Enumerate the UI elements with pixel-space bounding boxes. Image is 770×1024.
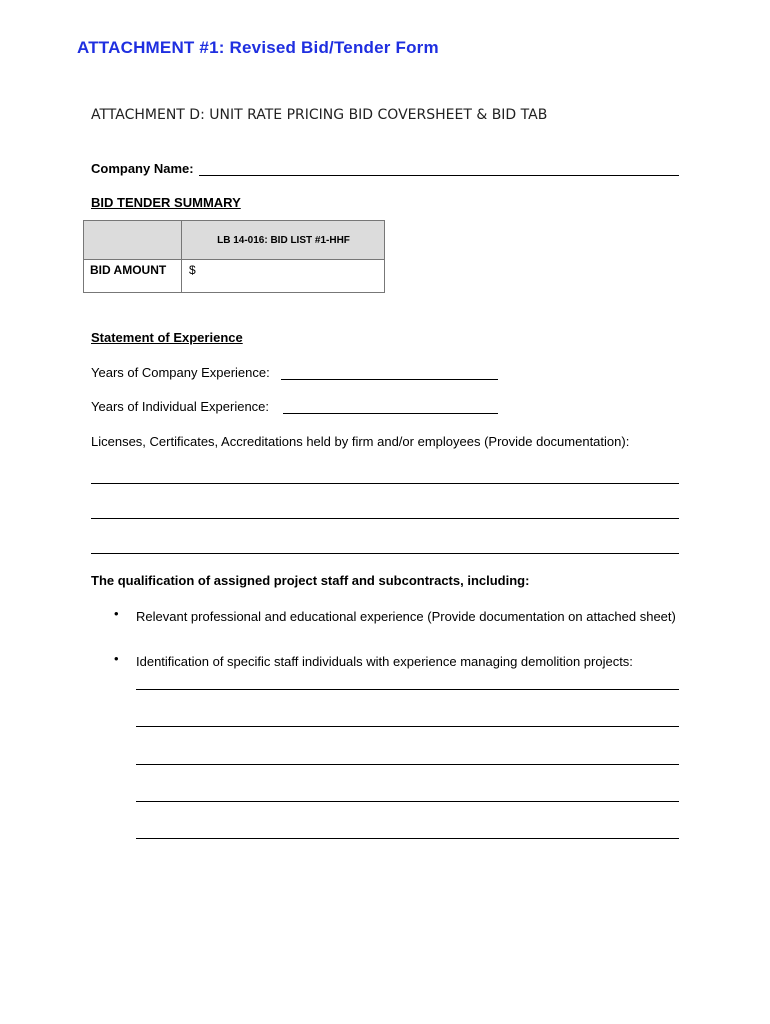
years-individual-experience-field-line[interactable] — [283, 413, 498, 414]
staff-field-line[interactable] — [136, 764, 679, 765]
qualification-bullet-item: Relevant professional and educational experience (Provide documentation on attached sheet) — [136, 609, 676, 624]
years-individual-experience-label: Years of Individual Experience: — [91, 399, 270, 414]
company-name-field-line[interactable] — [199, 175, 679, 176]
years-company-experience-field-line[interactable] — [281, 379, 498, 380]
licenses-label: Licenses, Certificates, Accreditations held by firm and/or employees (Provide documentation): — [91, 434, 630, 449]
bid-amount-label: BID AMOUNT — [90, 263, 167, 277]
form-header-title: ATTACHMENT #1: Revised Bid/Tender Form — [77, 38, 439, 57]
qualification-heading: The qualification of assigned project staff and subcontracts, including: — [91, 573, 530, 588]
bid-amount-field[interactable]: $ — [189, 263, 196, 277]
licenses-field-line[interactable] — [91, 483, 679, 484]
statement-of-experience-heading: Statement of Experience — [91, 330, 243, 345]
staff-field-line[interactable] — [136, 801, 679, 802]
document-title: ATTACHMENT D: UNIT RATE PRICING BID COVERSHEET & BID TAB — [91, 107, 548, 123]
staff-field-line[interactable] — [136, 726, 679, 727]
bid-tender-summary-heading: BID TENDER SUMMARY — [91, 195, 241, 210]
bid-list-column-header: LB 14-016: BID LIST #1-HHF — [217, 234, 350, 246]
bullet-icon: • — [114, 651, 119, 666]
qualification-bullet-item: Identification of specific staff individuals with experience managing demolition projects: — [136, 654, 633, 669]
years-company-experience-label: Years of Company Experience: — [91, 365, 270, 380]
licenses-field-line[interactable] — [91, 553, 679, 554]
bullet-icon: • — [114, 606, 119, 621]
company-name-label: Company Name: — [91, 161, 194, 176]
licenses-field-line[interactable] — [91, 518, 679, 519]
bid-summary-table — [83, 220, 385, 293]
staff-field-line[interactable] — [136, 838, 679, 839]
staff-field-line[interactable] — [136, 689, 679, 690]
